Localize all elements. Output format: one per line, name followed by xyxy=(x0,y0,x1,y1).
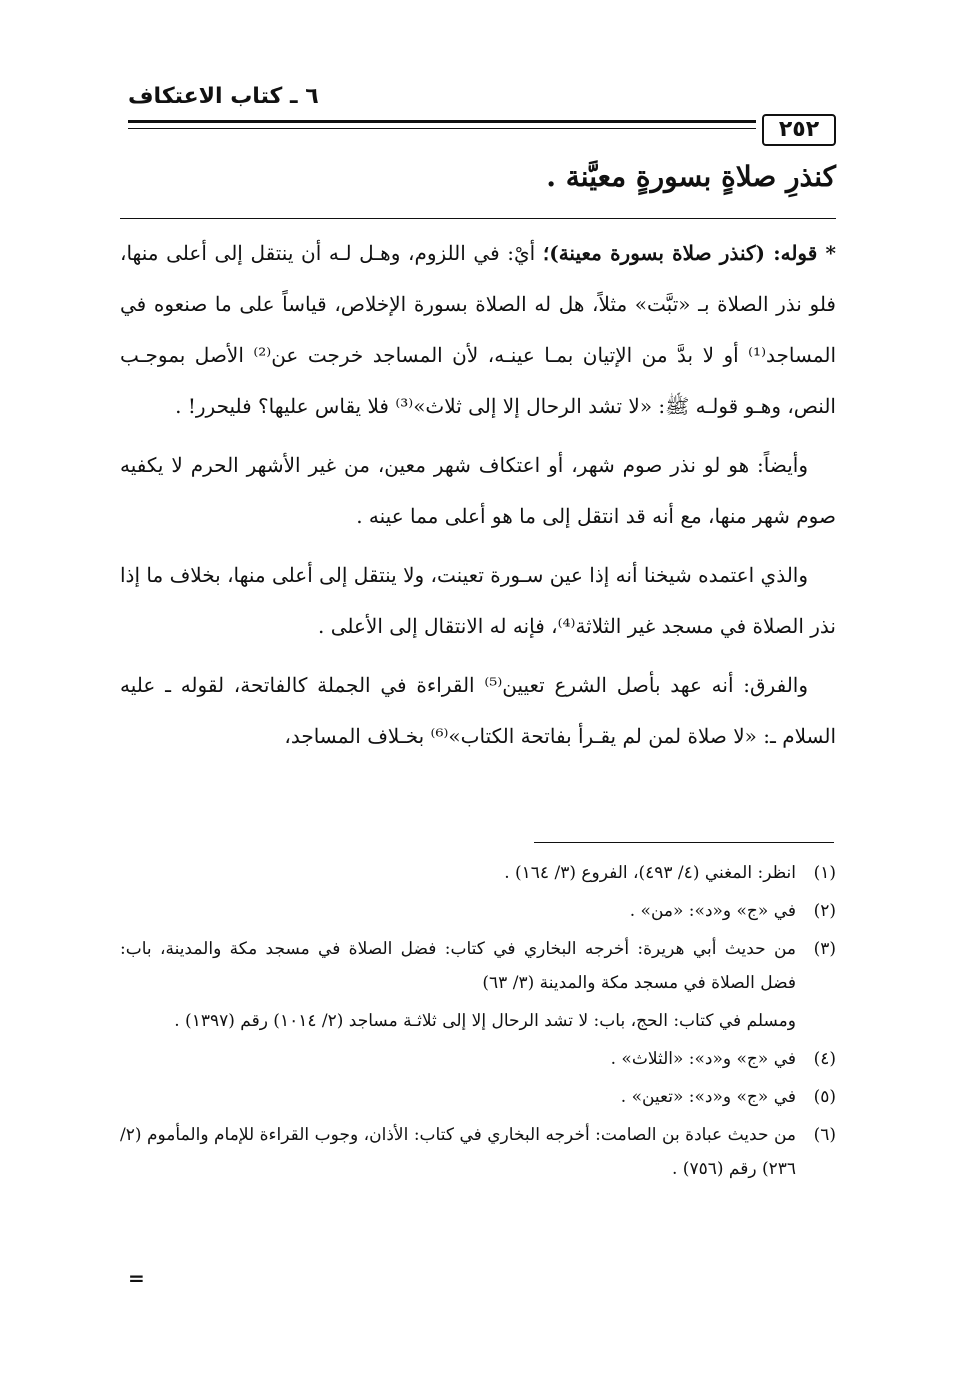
footnotes xyxy=(120,856,836,1190)
footnote-text: انظر: المغني (٤/ ٤٩٣)، الفروع (٣/ ١٦٤) . xyxy=(504,863,796,883)
header-rule xyxy=(128,120,756,123)
paragraph-2: وأيضاً: هو لو نذر صوم شهر، أو اعتكاف شهر معين، من غير الأشهر الحرم لا يكفيه صوم شهر منها، مع أنه قد انتقل إلى ما هو أعلى مما عينه . xyxy=(120,453,836,528)
matn-text: كنذرِ صلاةٍ بسورةٍ معيَّنة . xyxy=(546,160,836,193)
footnote-3-continuation: ومسلم في كتاب: الحج، باب: لا تشد الرحال إلا إلى ثلاثـة مساجد (٢/ ١٠١٤) رقم (١٣٩٧) . xyxy=(174,1011,796,1031)
qawl-lead: * قوله: (كنذر صلاة بسورة معينة)؛ xyxy=(542,241,836,265)
footnote-6 xyxy=(120,1118,836,1186)
footnote-1 xyxy=(120,856,836,890)
footnote-number: (٤) xyxy=(813,1049,836,1069)
commentary-body xyxy=(120,228,836,770)
paragraph-1 xyxy=(120,228,836,432)
footnote-text: من حديث أبي هريرة: أخرجه البخاري في كتاب: فضل الصلاة في مسجد مكة والمدينة، باب: فضل الصلاة في مسجد مكة والمدينة (٣/ ٦٣) xyxy=(120,939,796,993)
footnote-text: في «ج» و«د»: «تعين» . xyxy=(620,1087,796,1107)
footnote-3 xyxy=(120,932,836,1000)
footnote-5 xyxy=(120,1080,836,1114)
footnote-number: (١) xyxy=(813,863,836,883)
footnote-separator xyxy=(534,842,834,843)
matn-rule xyxy=(120,218,836,219)
footnote-text: في «ج» و«د»: «الثلاث» . xyxy=(610,1049,796,1069)
paragraph-1-text: أيْ: في اللزوم، وهـل لـه أن ينتقل إلى أعلى منها، فلو نذر الصلاة بـ «تبَّت» مثلاً، هل له الصلاة بسورة الإخلاص، قياساً على ما صنعوه في المساجد⁽¹⁾ أو لا بدَّ من الإتيان بمـا عينـه، لأن المساجد خرجت عن⁽²⁾ الأصل بموجـب النص، وهـو قولـه ﷺ: «لا تشد الرحال إلا إلى ثلاث»⁽³⁾ فلا يقاس عليها؟ فليحرر! . xyxy=(120,241,836,418)
continuation-mark: = xyxy=(128,1266,145,1290)
paragraph-3: والذي اعتمده شيخنا أنه إذا عين سـورة تعينت، ولا ينتقل إلى أعلى منها، بخلاف ما إذا نذر الصلاة في مسجد غير الثلاثة⁽⁴⁾، فإنه له الانتقال إلى الأعلى . xyxy=(120,563,836,638)
paragraph-4: والفرق: أنه عهد بأصل الشرع تعيين⁽⁵⁾ القراءة في الجملة كالفاتحة، لقوله ـ عليه السلام ـ: «لا صلاة لمن لم يقـرأ بفاتحة الكتاب»⁽⁶⁾ بخـلاف المساجد، xyxy=(120,673,836,748)
footnote-4 xyxy=(120,1042,836,1076)
footnote-number: (٦) xyxy=(813,1125,836,1145)
footnote-number: (٢) xyxy=(813,901,836,921)
header-rule-thin xyxy=(128,128,756,129)
footnote-number: (٣) xyxy=(813,939,836,959)
footnote-number: (٥) xyxy=(813,1087,836,1107)
running-header xyxy=(128,84,836,144)
footnote-text: في «ج» و«د»: «من» . xyxy=(629,901,796,921)
footnote-2 xyxy=(120,894,836,928)
page-number: ٢٥٢ xyxy=(762,114,836,146)
book-title: ٦ ـ كتاب الاعتكاف xyxy=(128,84,319,109)
footnote-text: من حديث عبادة بن الصامت: أخرجه البخاري في كتاب: الأذان، وجوب القراءة للإمام والمأموم (٢/ ٢٣٦) رقم (٧٥٦) . xyxy=(120,1125,796,1179)
